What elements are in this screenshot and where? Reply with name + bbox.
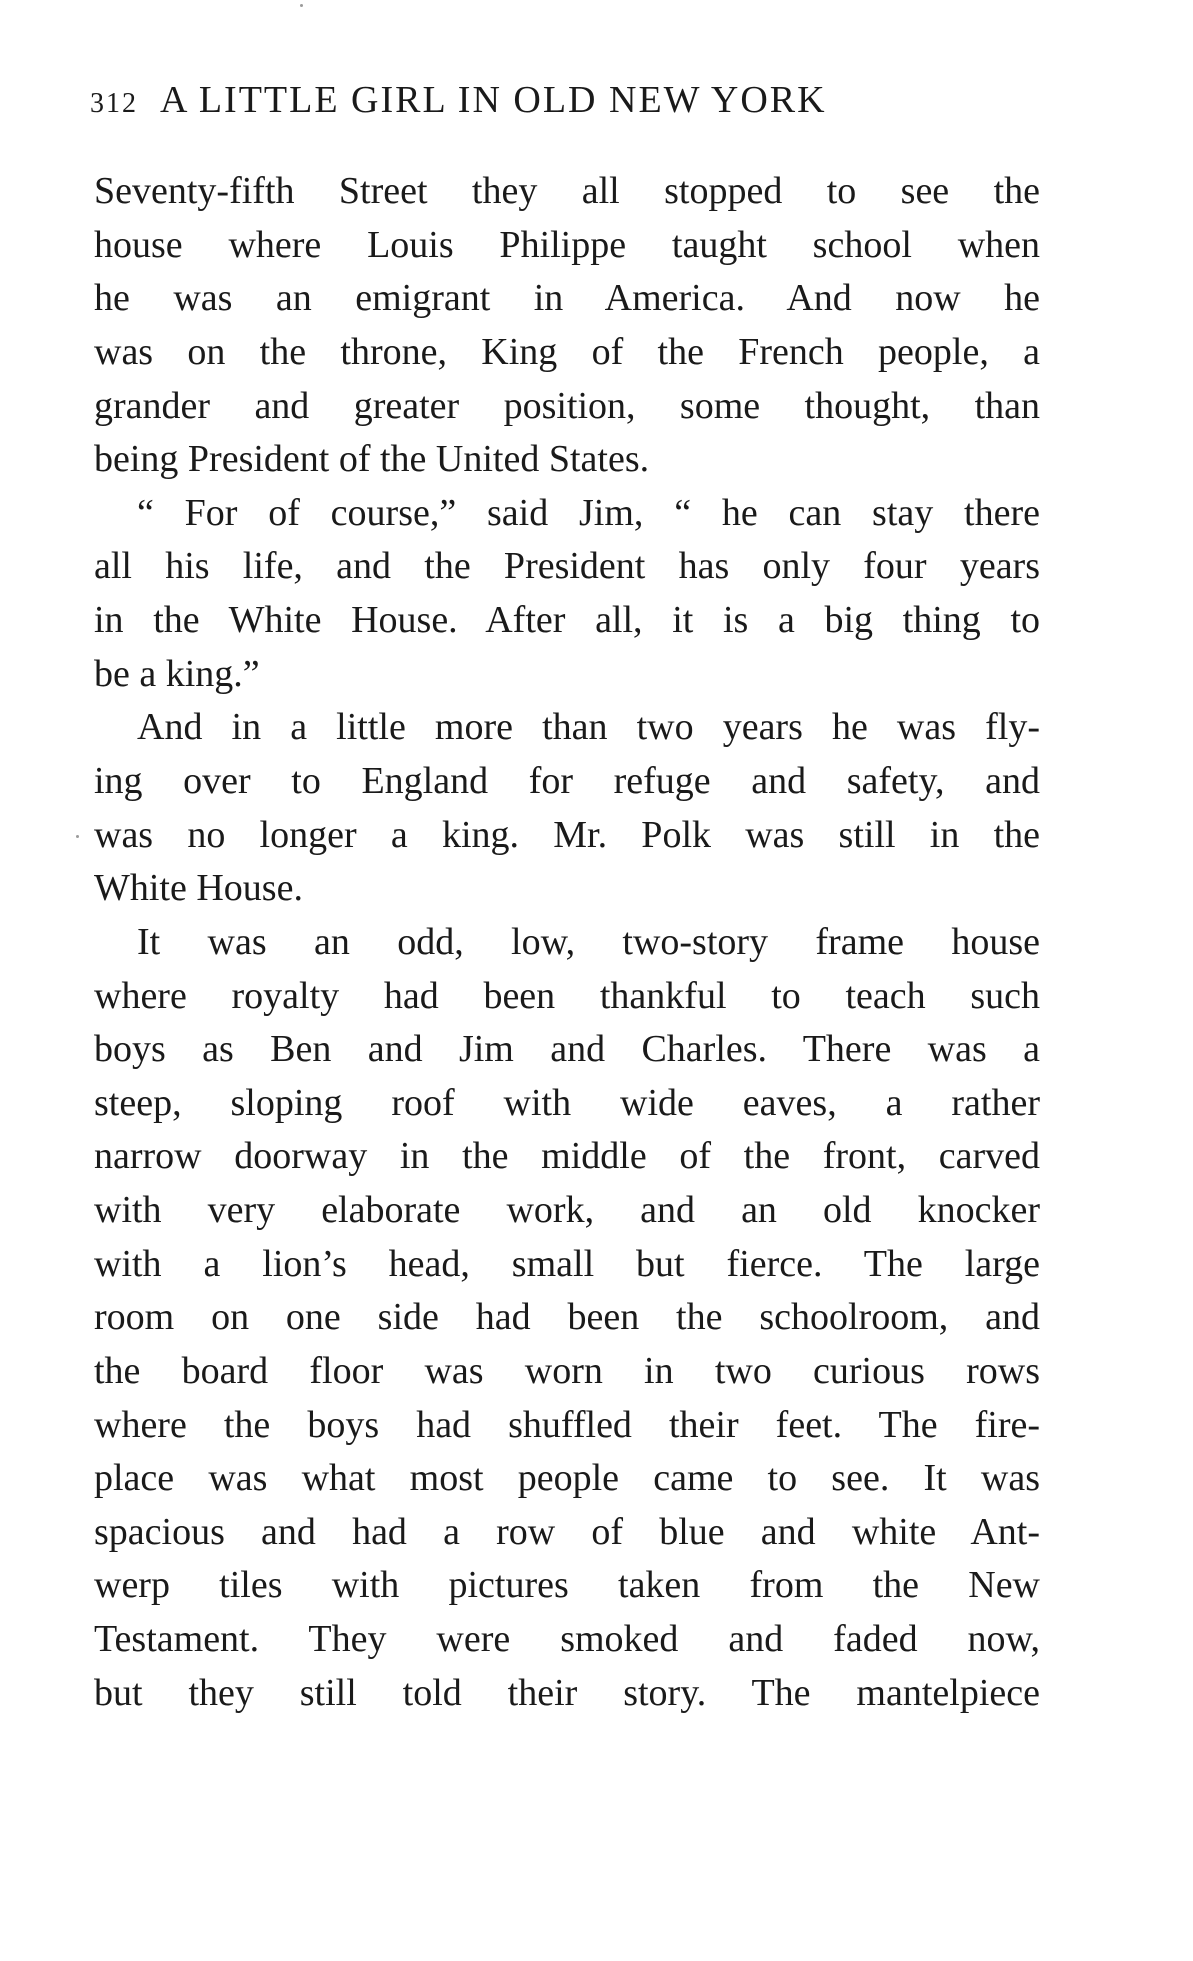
text-line: but they still told their story. The mantelpiece: [94, 1672, 1040, 1714]
text-line: boys as Ben and Jim and Charles. There was a: [94, 1028, 1040, 1070]
text-line: steep, sloping roof with wide eaves, a rather: [94, 1082, 1040, 1124]
text-line: was on the throne, King of the French people, a: [94, 331, 1040, 373]
running-title: A LITTLE GIRL IN OLD NEW YORK: [160, 79, 827, 121]
text-line: grander and greater position, some thought, than: [94, 385, 1040, 427]
text-line: the board floor was worn in two curious rows: [94, 1350, 1040, 1392]
text-line: White House.: [94, 867, 303, 909]
text-line: he was an emigrant in America. And now he: [94, 277, 1040, 319]
text-line: in the White House. After all, it is a big thing to: [94, 599, 1040, 641]
text-line: where the boys had shuffled their feet. The fire-: [94, 1404, 1040, 1446]
margin-speck: [76, 835, 79, 838]
text-line: room on one side had been the schoolroom, and: [94, 1296, 1040, 1338]
margin-speck: [300, 4, 303, 7]
text-line: It was an odd, low, two-story frame house: [137, 921, 1040, 963]
page-number: 312: [90, 88, 138, 119]
text-line: house where Louis Philippe taught school when: [94, 224, 1040, 266]
text-line: “ For of course,” said Jim, “ he can stay there: [137, 492, 1040, 534]
text-line: where royalty had been thankful to teach such: [94, 975, 1040, 1017]
running-head: [90, 76, 970, 124]
text-line: narrow doorway in the middle of the front, carved: [94, 1135, 1040, 1177]
text-line: being President of the United States.: [94, 438, 650, 480]
text-line: Seventy-fifth Street they all stopped to see the: [94, 170, 1040, 212]
text-line: And in a little more than two years he was fly-: [137, 706, 1040, 748]
text-line: place was what most people came to see. It was: [94, 1457, 1040, 1499]
text-line: all his life, and the President has only four years: [94, 545, 1040, 587]
text-line: ing over to England for refuge and safety, and: [94, 760, 1040, 802]
text-line: Testament. They were smoked and faded now,: [94, 1618, 1040, 1660]
text-line: werp tiles with pictures taken from the New: [94, 1564, 1040, 1606]
text-line: spacious and had a row of blue and white Ant-: [94, 1511, 1040, 1553]
text-line: with very elaborate work, and an old knocker: [94, 1189, 1040, 1231]
text-line: with a lion’s head, small but fierce. The large: [94, 1243, 1040, 1285]
text-line: be a king.”: [94, 653, 260, 695]
text-line: was no longer a king. Mr. Polk was still in the: [94, 814, 1040, 856]
